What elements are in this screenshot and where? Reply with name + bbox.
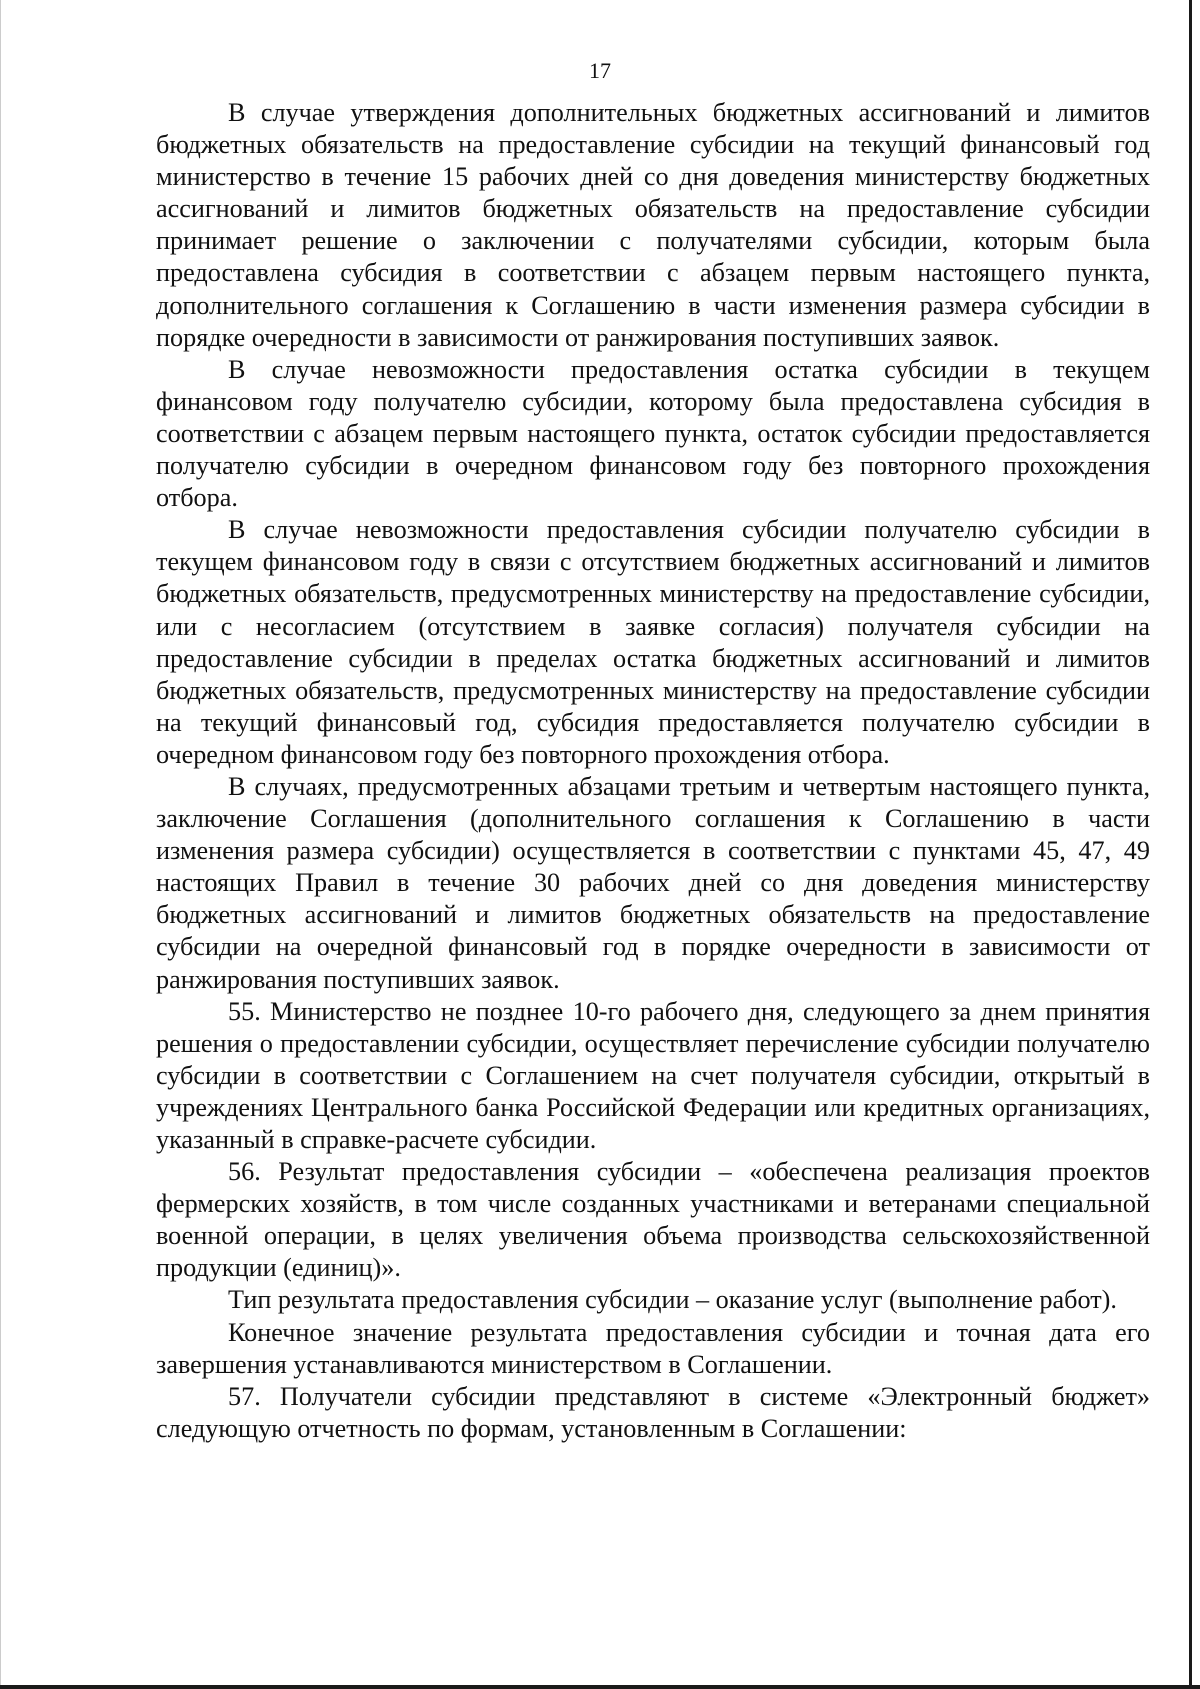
page-number: 17 <box>589 58 611 83</box>
scan-border-left <box>0 0 1 1689</box>
paragraph-item-55: 55. Министерство не позднее 10-го рабочего дня, следующего за днем принятия решения о предоставлении субсидии, осуществляет перечисление субсидии получателю субсидии в соответствии с Соглашением на счет получателя субсидии, открытый в учреждениях Центрального банка Российской Федерации или кредитных организациях, указанный в справке-расчете субсидии. <box>156 996 1150 1154</box>
paragraph-item-56: 56. Результат предоставления субсидии – «обеспечена реализация проектов фермерских хозяйств, в том числе созданных участниками и ветеранами специальной военной операции, в целях увеличения объема производства сельскохозяйственной продукции (единиц)». <box>156 1157 1150 1283</box>
paragraph: В случае невозможности предоставления остатка субсидии в текущем финансовом году получателю субсидии, которому была предоставлена субсидия в соответствии с абзацем первым настоящего пункта, остаток субсидии предоставляется получателю субсидии в очередном финансовом году без повторного прохождения отбора. <box>156 354 1150 513</box>
document-body <box>156 97 1150 1445</box>
paragraph: Конечное значение результата предоставления субсидии и точная дата его завершения устанавливаются министерством в Соглашении. <box>156 1317 1150 1379</box>
paragraph-item-57: 57. Получатели субсидии представляют в системе «Электронный бюджет» следующую отчетность по формам, установленным в Соглашении: <box>156 1381 1150 1443</box>
scan-border-right <box>1189 0 1192 1689</box>
scan-border-bottom <box>0 1685 1200 1689</box>
paragraph: В случае невозможности предоставления субсидии получателю субсидии в текущем финансовом году в связи с отсутствием бюджетных ассигнований и лимитов бюджетных обязательств, предусмотренных министерству на предоставление субсидии, или с несогласием (отсутствием в заявке согласия) получателя субсидии на предоставление субсидии в пределах остатка бюджетных ассигнований и лимитов бюджетных обязательств, предусмотренных министерству на предоставление субсидии на текущий финансовый год, субсидия предоставляется получателю субсидии в очередном финансовом году без повторного прохождения отбора. <box>156 515 1150 769</box>
paragraph: Тип результата предоставления субсидии – оказание услуг (выполнение работ). <box>228 1285 1117 1315</box>
paragraph: В случаях, предусмотренных абзацами третьим и четвертым настоящего пункта, заключение Соглашения (дополнительного соглашения к Соглашению в части изменения размера субсидии) осуществляется в соответствии с пунктами 45, 47, 49 настоящих Правил в течение 30 рабочих дней со дня доведения министерству бюджетных ассигнований и лимитов бюджетных обязательств на предоставление субсидии на очередной финансовый год в порядке очередности в зависимости от ранжирования поступивших заявок. <box>156 771 1150 994</box>
paragraph: В случае утверждения дополнительных бюджетных ассигнований и лимитов бюджетных обязательств на предоставление субсидии на текущий финансовый год министерство в течение 15 рабочих дней со дня доведения министерству бюджетных ассигнований и лимитов бюджетных обязательств на предоставление субсидии принимает решение о заключении с получателями субсидии, которым была предоставлена субсидия в соответствии с абзацем первым настоящего пункта, дополнительного соглашения к Соглашению в части изменения размера субсидии в порядке очередности в зависимости от ранжирования поступивших заявок. <box>156 98 1150 352</box>
